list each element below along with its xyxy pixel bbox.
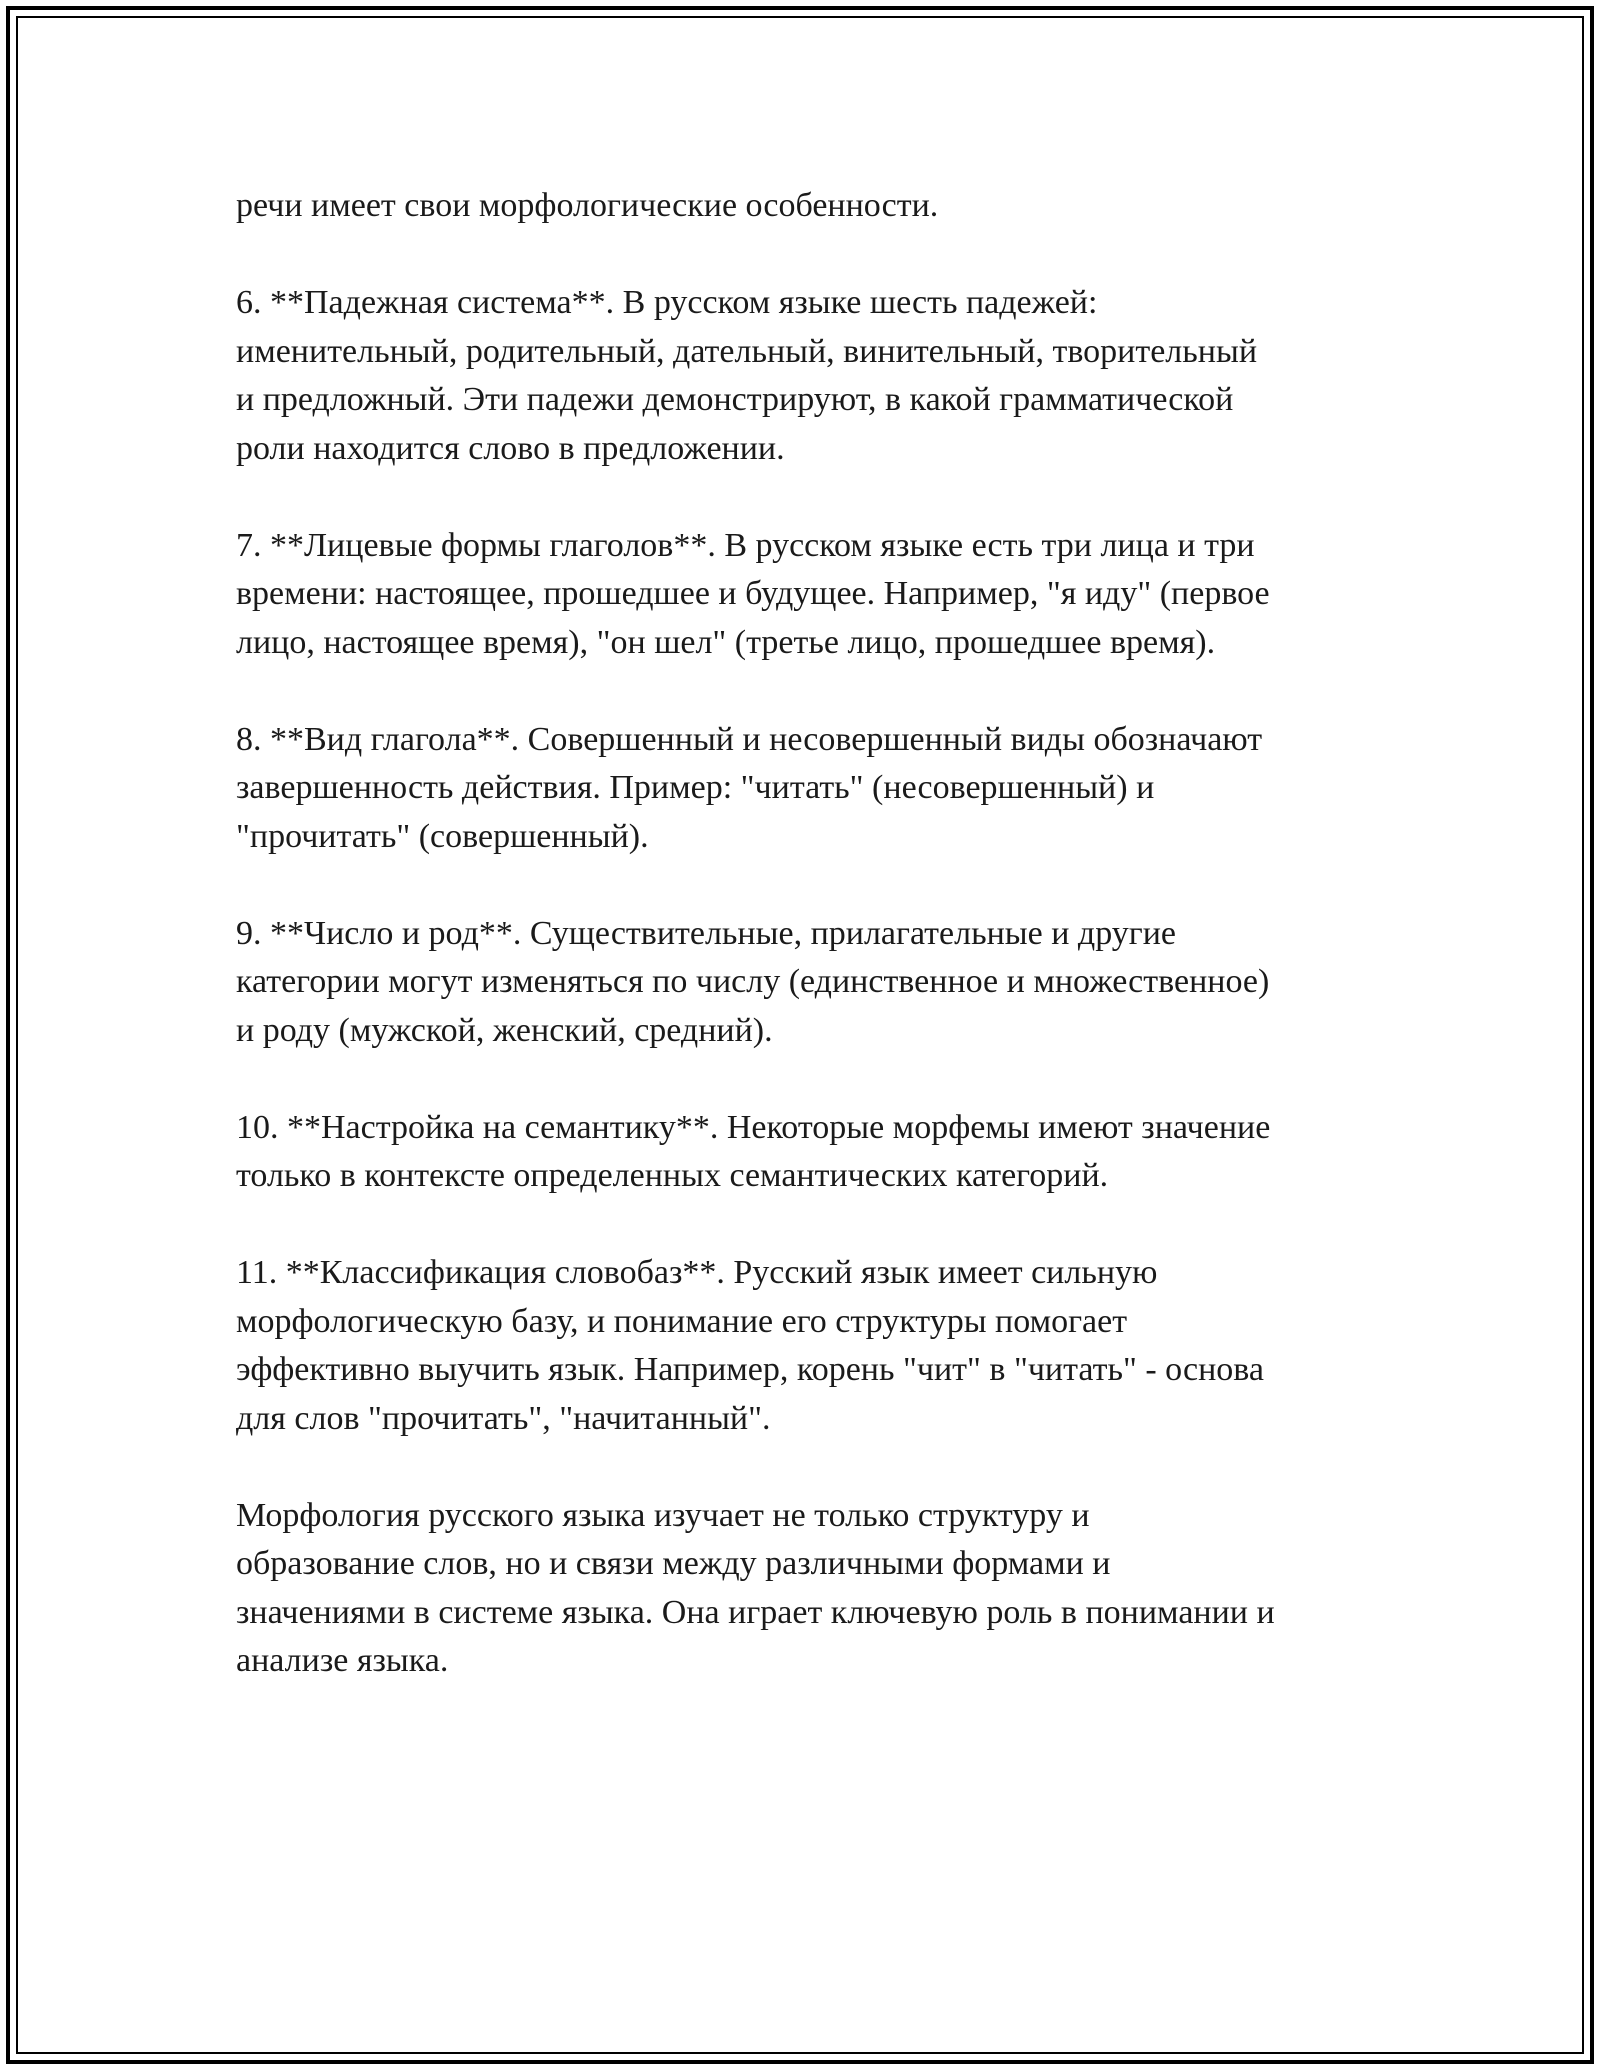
paragraph-case-system: 6. **Падежная система**. В русском языке шесть падежей: именительный, родительный, дательный, винительный, творительный и предложный. Эти падежи демонстрируют, в какой грамматической роли находится слово в предложении. bbox=[236, 284, 1258, 467]
paragraph-verb-persons: 7. **Лицевые формы глаголов**. В русском языке есть три лица и три времени: настоящее, прошедшее и будущее. Например, "я иду" (первое лицо, настоящее время), "он шел" (третье лицо, прошедшее время). bbox=[236, 526, 1270, 661]
paragraph-verb-aspect: 8. **Вид глагола**. Совершенный и несовершенный виды обозначают завершенность действия. Пример: "читать" (несовершенный) и "прочитать" (совершенный). bbox=[236, 720, 1263, 855]
paragraph-continuation: речи имеет свои морфологические особенности. bbox=[236, 187, 939, 224]
paragraph-number-gender: 9. **Число и род**. Существительные, прилагательные и другие категории могут изменяться по числу (единственное и множественное) и роду (мужской, женский, средний). bbox=[236, 914, 1270, 1049]
paragraph-conclusion: Морфология русского языка изучает не только структуру и образование слов, но и связи между различными формами и значениями в системе языка. Она играет ключевую роль в понимании и анализе языка. bbox=[236, 1496, 1275, 1679]
paragraph-word-bases: 11. **Классификация словобаз**. Русский язык имеет сильную морфологическую базу, и понимание его структуры помогает эффективно выучить язык. Например, корень "чит" в "читать" - основа для слов "прочитать", "начитанный". bbox=[236, 1254, 1265, 1437]
document-body bbox=[236, 182, 1376, 1686]
paragraph-semantics: 10. **Настройка на семантику**. Некоторые морфемы имеют значение только в контексте определенных семантических категорий. bbox=[236, 1108, 1271, 1194]
